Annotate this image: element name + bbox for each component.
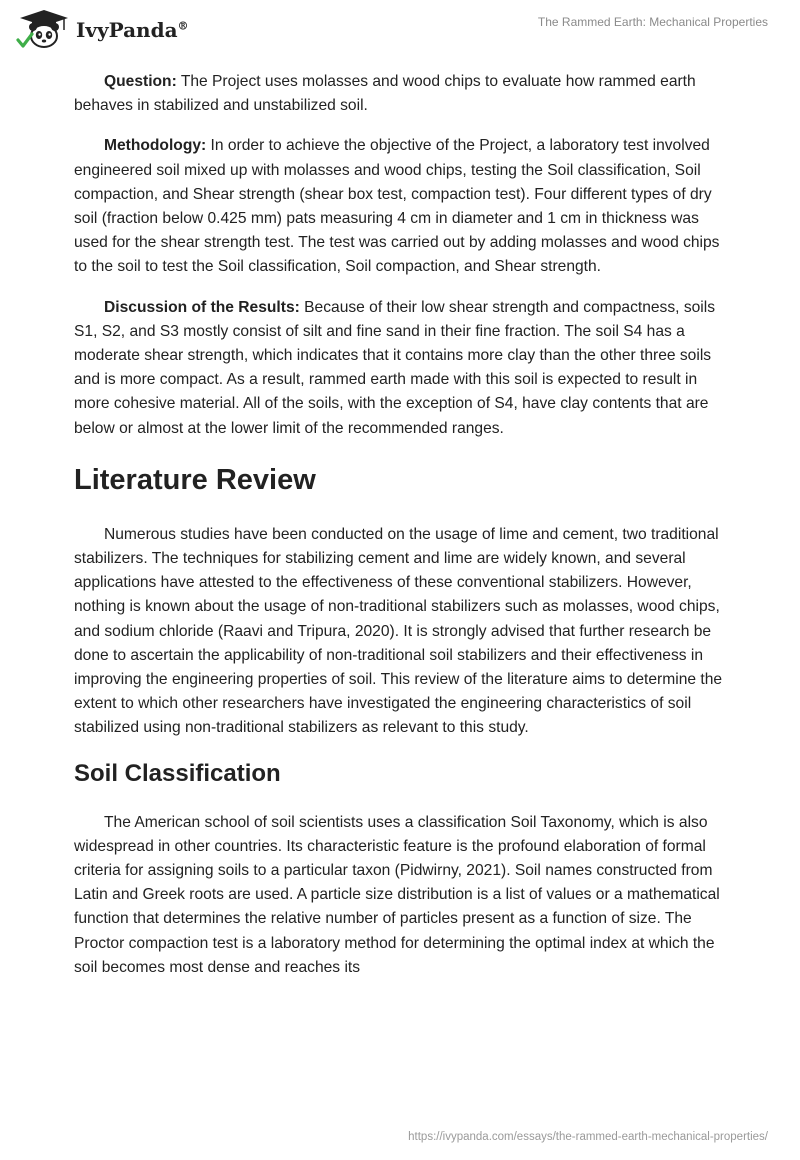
question-label: Question: <box>104 73 177 90</box>
question-paragraph <box>74 70 734 118</box>
brand-name: IvyPanda® <box>76 18 189 42</box>
question-text: The Project uses molasses and wood chips to evaluate how rammed earth behaves in stabilized and unstabilized soil. <box>74 73 696 115</box>
discussion-paragraph <box>74 296 734 441</box>
literature-review-heading: Literature Review <box>74 463 316 496</box>
panda-graduate-icon <box>14 8 70 50</box>
discussion-text: Because of their low shear strength and compactness, soils S1, S2, and S3 mostly consist of silt and fine sand in their fine fraction. The soil S4 has a moderate shear strength, which indicates that it contains more clay than the other three soils and is more compact. As a result, rammed earth made with this soil is expected to result in more cohesive material. All of the soils, with the exception of S4, have clay contents that are below or almost at the lower limit of the recommended ranges. <box>74 298 716 437</box>
essay-content <box>74 70 734 996</box>
source-url[interactable]: https://ivypanda.com/essays/the-rammed-earth-mechanical-properties/ <box>408 1131 768 1143</box>
document-title: The Rammed Earth: Mechanical Properties <box>537 15 768 29</box>
ivypanda-logo[interactable] <box>14 8 189 50</box>
methodology-paragraph <box>74 134 734 279</box>
discussion-label: Discussion of the Results: <box>104 298 300 316</box>
methodology-text: In order to achieve the objective of the Project, a laboratory test involved engineered soil mixed up with molasses and wood chips, testing the Soil classification, Soil compaction, and Shear strength (shear box test, compaction test). Four different types of dry soil (fraction below 0.425 mm) pats measuring 4 cm in diameter and 1 cm in thickness was used for the shear strength test. The test was carried out by adding molasses and wood chips to the soil to test the Soil classification, Soil compaction, and Shear strength. <box>74 137 720 276</box>
page-header <box>0 0 800 70</box>
soil-classification-heading: Soil Classification <box>74 759 281 787</box>
soil-classification-paragraph: The American school of soil scientists uses a classification Soil Taxonomy, which is also widespread in other countries. Its characteristic feature is the profound elaboration of formal criteria for assigning soils to a particular taxon (Pidwirny, 2021). Soil names constructed from Latin and Greek roots are used. A particle size distribution is a list of values or a mathematical function that determines the relative number of particles present as a function of size. The Proctor compaction test is a laboratory method for determining the optimal index at which the soil becomes most dense and reaches its <box>74 813 720 976</box>
literature-review-paragraph: Numerous studies have been conducted on the usage of lime and cement, two traditional stabilizers. The techniques for stabilizing cement and lime are widely known, and several applications have attested to the effectiveness of these conventional stabilizers. However, nothing is known about the usage of non-traditional stabilizers such as molasses, wood chips, and sodium chloride (Raavi and Tripura, 2020). It is strongly advised that further research be done to ascertain the applicability of non-traditional soil stabilizers and their effectiveness in improving the engineering properties of soil. This review of the literature aims to determine the extent to which other researchers have investigated the engineering characteristics of soil stabilized using non-traditional stabilizers as relevant to this study. <box>74 525 723 737</box>
methodology-label: Methodology: <box>104 137 207 155</box>
